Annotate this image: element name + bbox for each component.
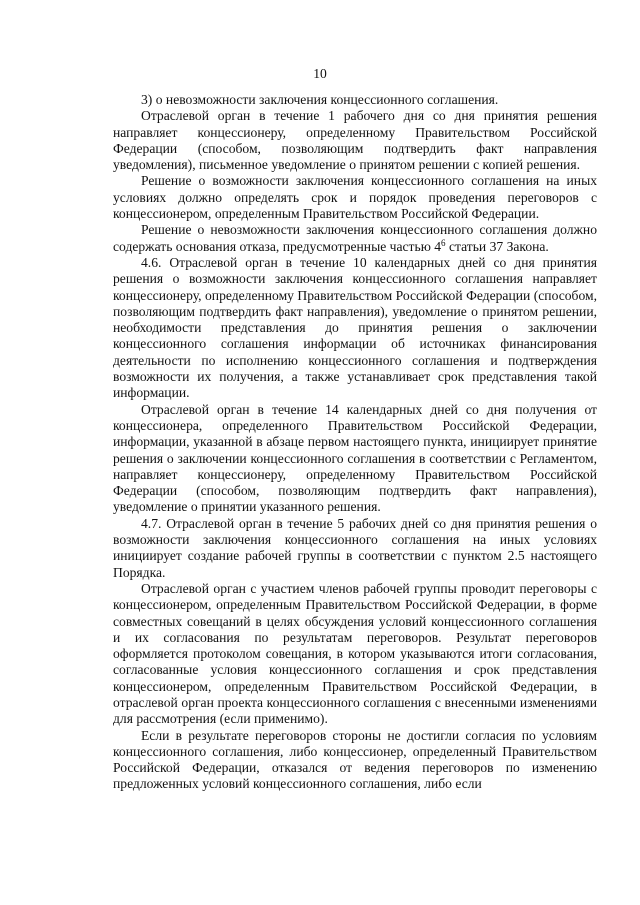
paragraph-6: Отраслевой орган в течение 14 календарных дней со дня получения от концессионера, определенного Правительством Российской Федерации, информации, указанной в абзаце первом настоящего пункта, инициирует принятие решения о заключении концессионного соглашения в соответствии с Регламентом, направляет концессионеру, определенному Правительством Российской Федерации (способом, позволяющим подтвердить факт направления), уведомление о принятии указанного решения. [113,401,597,515]
paragraph-4 [113,222,597,255]
paragraph-9: Если в результате переговоров стороны не достигли согласия по условиям концессионного соглашения, либо концессионер, определенный Правительством Российской Федерации, отказался от ведения переговоров по изменению предложенных условий концессионного соглашения, либо если [113,727,597,792]
document-body [113,92,597,793]
paragraph-3: Решение о возможности заключения концессионного соглашения на иных условиях должно определять срок и порядок проведения переговоров с концессионером, определенным Правительством Российской Федерации. [113,173,597,222]
paragraph-5: 4.6. Отраслевой орган в течение 10 календарных дней со дня принятия решения о возможности заключения концессионного соглашения направляет концессионеру, определенному Правительством Российской Федерации (способом, позволяющим подтвердить факт направления), уведомление о принятом решении, необходимости представления до принятия решения о заключении концессионного соглашения информации об источниках финансирования деятельности по исполнению концессионного соглашения и подтверждения возможности их получения, а также устанавливает срок представления такой информации. [113,254,597,401]
page-number: 10 [313,66,327,81]
paragraph-4-tail: статьи 37 Закона. [445,238,549,254]
paragraph-7: 4.7. Отраслевой орган в течение 5 рабочих дней со дня принятия решения о возможности заключения концессионного соглашения на иных условиях инициирует создание рабочей группы в соответствии с пунктом 2.5 настоящего Порядка. [113,515,597,580]
paragraph-2: Отраслевой орган в течение 1 рабочего дня со дня принятия решения направляет концессионеру, определенному Правительством Российской Федерации (способом, позволяющим подтвердить факт направления уведомления), письменное уведомление о принятом решении с копией решения. [113,108,597,173]
paragraph-1: 3) о невозможности заключения концессионного соглашения. [141,92,499,107]
paragraph-4-text: Решение о невозможности заключения концессионного соглашения должно содержать основания отказа, предусмотренные частью 4 [113,222,597,254]
footnote-superscript: 6 [441,237,446,248]
paragraph-8: Отраслевой орган с участием членов рабочей группы проводит переговоры с концессионером, определенным Правительством Российской Федерации, в форме совместных совещаний в целях обсуждения условий концессионного соглашения и их согласования по результатам переговоров. Результат переговоров оформляется протоколом совещания, в котором указываются итоги согласования, согласованные условия концессионного соглашения и срок представления концессионером, определенным Правительством Российской Федерации, в отраслевой орган проекта концессионного соглашения с внесенными изменениями для рассмотрения (если применимо). [113,580,597,727]
